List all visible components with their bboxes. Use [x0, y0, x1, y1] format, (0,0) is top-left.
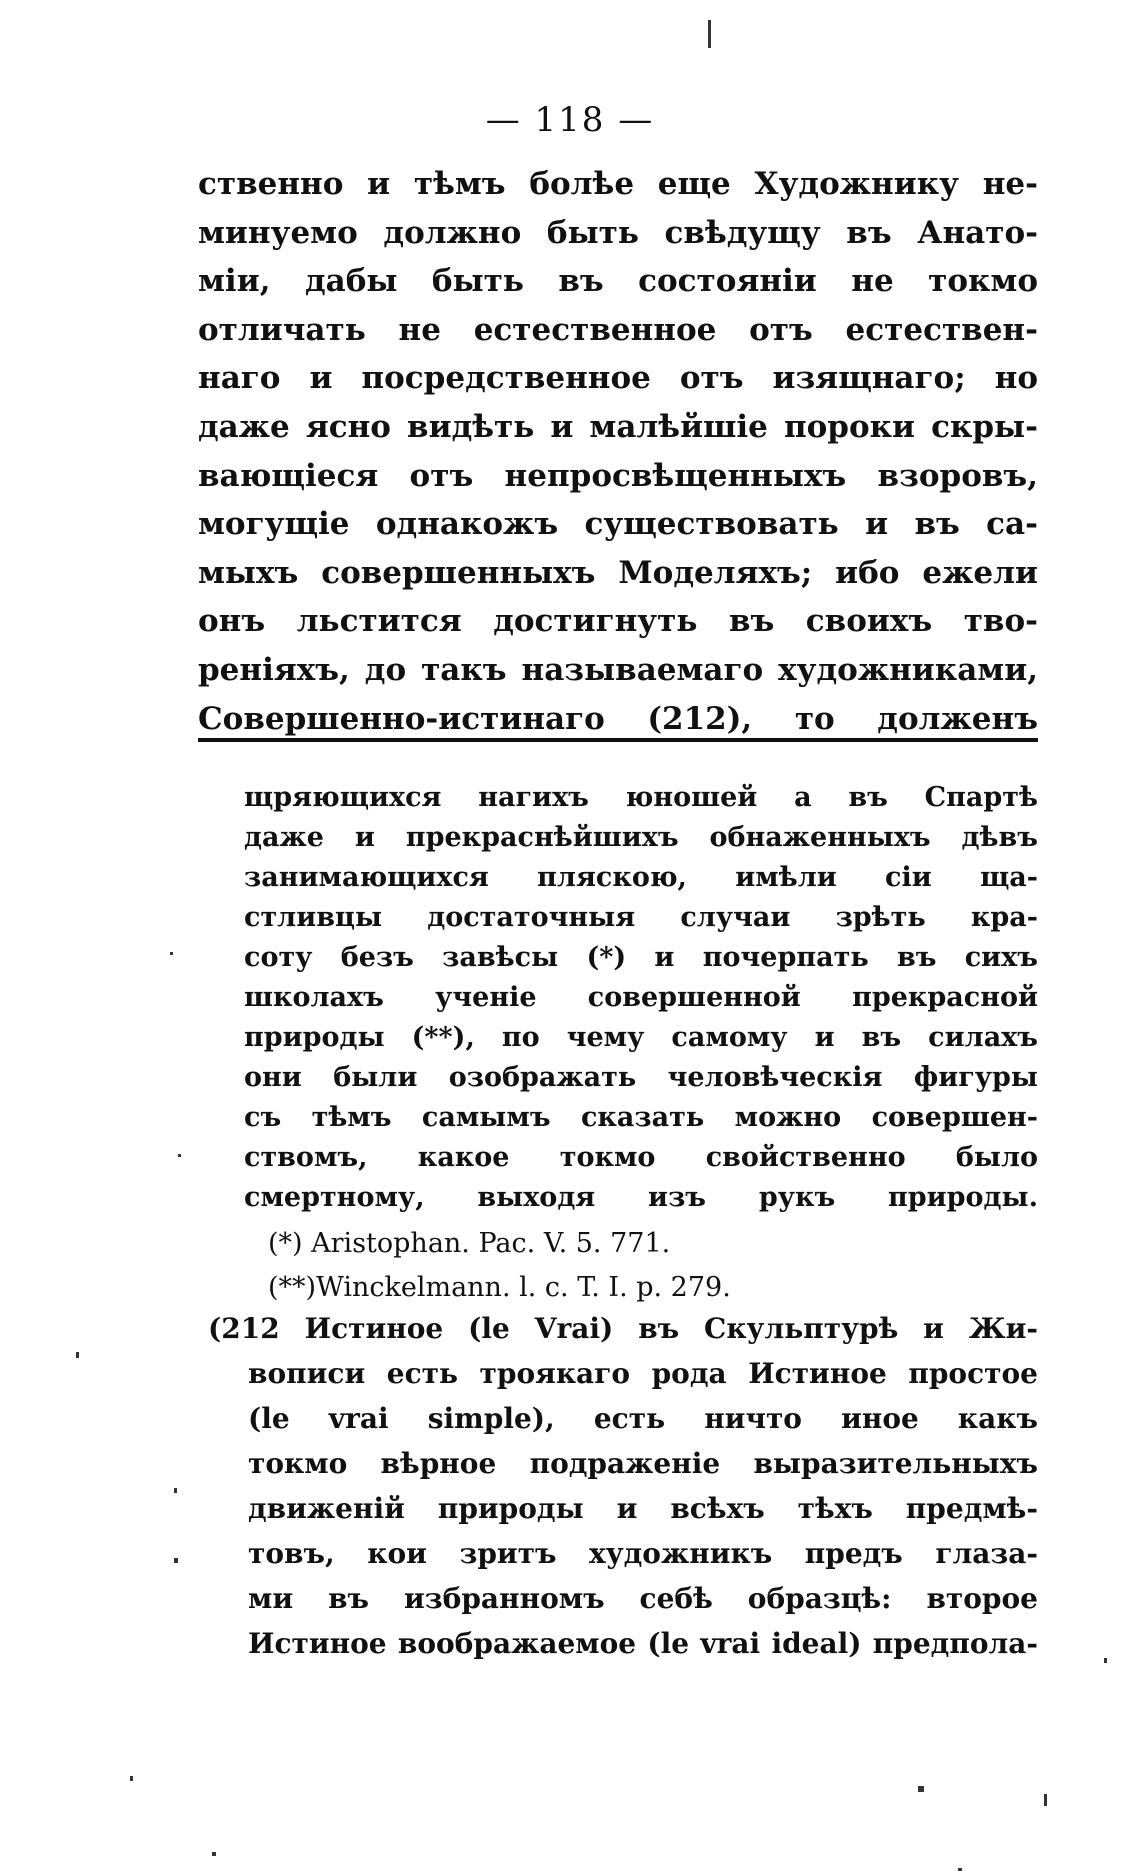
note-212: [208, 1306, 1038, 1666]
main-text-line: даже ясно видѣть и малѣйшіе пороки скры-: [198, 408, 1038, 445]
scan-speck: [174, 1488, 177, 1493]
main-text-line: міи, дабы быть въ состояніи не токмо: [198, 263, 1038, 300]
footnote-line: съ тѣмъ самымъ сказать можно совершен-: [244, 1102, 1038, 1133]
footnote-line: смертному, выходя изъ рукъ природы.: [244, 1182, 1038, 1213]
main-text-line: могущіе однакожъ существовать и въ са-: [198, 506, 1038, 543]
note-212-line: ми въ избранномъ себѣ образцѣ: второе: [248, 1582, 1038, 1615]
citation-winckelmann: (**)Winckelmann. l. c. T. I. p. 279.: [268, 1272, 731, 1303]
note-212-line: (le vrai simple), есть ничто иное какъ: [248, 1402, 1038, 1435]
note-212-line: токмо вѣрное подраженіе выразительныхъ: [248, 1447, 1038, 1480]
footnote-line: даже и прекраснѣйшихъ обнаженныхъ дѣвъ: [244, 822, 1038, 853]
page-number: — 118 —: [485, 100, 655, 140]
footnote-line: щряющихся нагихъ юношей а въ Спартѣ: [244, 782, 1038, 813]
main-text: [198, 160, 1038, 743]
footnote-line: стливцы достаточныя случаи зрѣть кра-: [244, 902, 1038, 933]
main-text-line: отличать не естественное отъ естествен-: [198, 311, 1038, 348]
note-212-line: вописи есть троякаго рода Истиное простое: [248, 1357, 1038, 1390]
main-text-line: мыхъ совершенныхъ Моделяхъ; ибо ежели: [198, 554, 1038, 591]
footnote-line: ствомъ, какое токмо свойственно было: [244, 1142, 1038, 1173]
scan-speck: [708, 20, 711, 48]
scan-speck: [958, 1868, 962, 1871]
scan-speck: [178, 1154, 181, 1157]
note-212-line: движеній природы и всѣхъ тѣхъ предмѣ-: [248, 1492, 1038, 1525]
main-text-line: наго и посредственное отъ изящнаго; но: [198, 360, 1038, 397]
scan-speck: [174, 1558, 178, 1563]
main-text-line: ственно и тѣмъ болѣе еще Художнику не-: [198, 166, 1038, 202]
main-text-line: реніяхъ, до такъ называемаго художниками,: [198, 651, 1038, 688]
note-212-line: товъ, кои зритъ художникъ предъ глаза-: [248, 1537, 1038, 1570]
footnote-line: соту безъ завѣсы (*) и почерпать въ сихъ: [244, 942, 1038, 973]
citation-aristophanes: (*) Aristophan. Pac. V. 5. 771.: [268, 1228, 671, 1259]
scan-speck: [1044, 1794, 1047, 1806]
scan-speck: [170, 952, 173, 955]
scan-speck: [212, 1852, 216, 1856]
note-212-line: (212 Истиное (le Vrai) въ Скульптурѣ и Жи-: [208, 1312, 1038, 1345]
main-text-line: вающіеся отъ непросвѣщенныхъ взоровъ,: [198, 457, 1038, 494]
note-212-line: Истиное воображаемое (le vrai ideal) предпола-: [248, 1627, 1038, 1660]
scan-speck: [76, 1352, 79, 1358]
scan-speck: [918, 1786, 924, 1792]
footnote-line: занимающихся пляскою, имѣли сіи ща-: [244, 862, 1038, 893]
footnote-separator-rule: [198, 738, 1038, 742]
scan-speck: [1104, 1658, 1107, 1663]
footnote-citations: [268, 1222, 968, 1310]
footnote-line: они были озображать человѣческія фигуры: [244, 1062, 1038, 1093]
main-text-line: Совершенно-истинаго (212), то долженъ: [198, 700, 1038, 737]
scan-speck: [130, 1776, 133, 1781]
footnote-continuation: [244, 778, 1038, 1218]
main-text-line: минуемо должно быть свѣдущу въ Анато-: [198, 214, 1038, 251]
main-text-line: онъ льстится достигнуть въ своихъ тво-: [198, 603, 1038, 640]
footnote-line: школахъ ученіе совершенной прекрасной: [244, 982, 1038, 1013]
footnote-line: природы (**), по чему самому и въ силахъ: [244, 1022, 1038, 1053]
